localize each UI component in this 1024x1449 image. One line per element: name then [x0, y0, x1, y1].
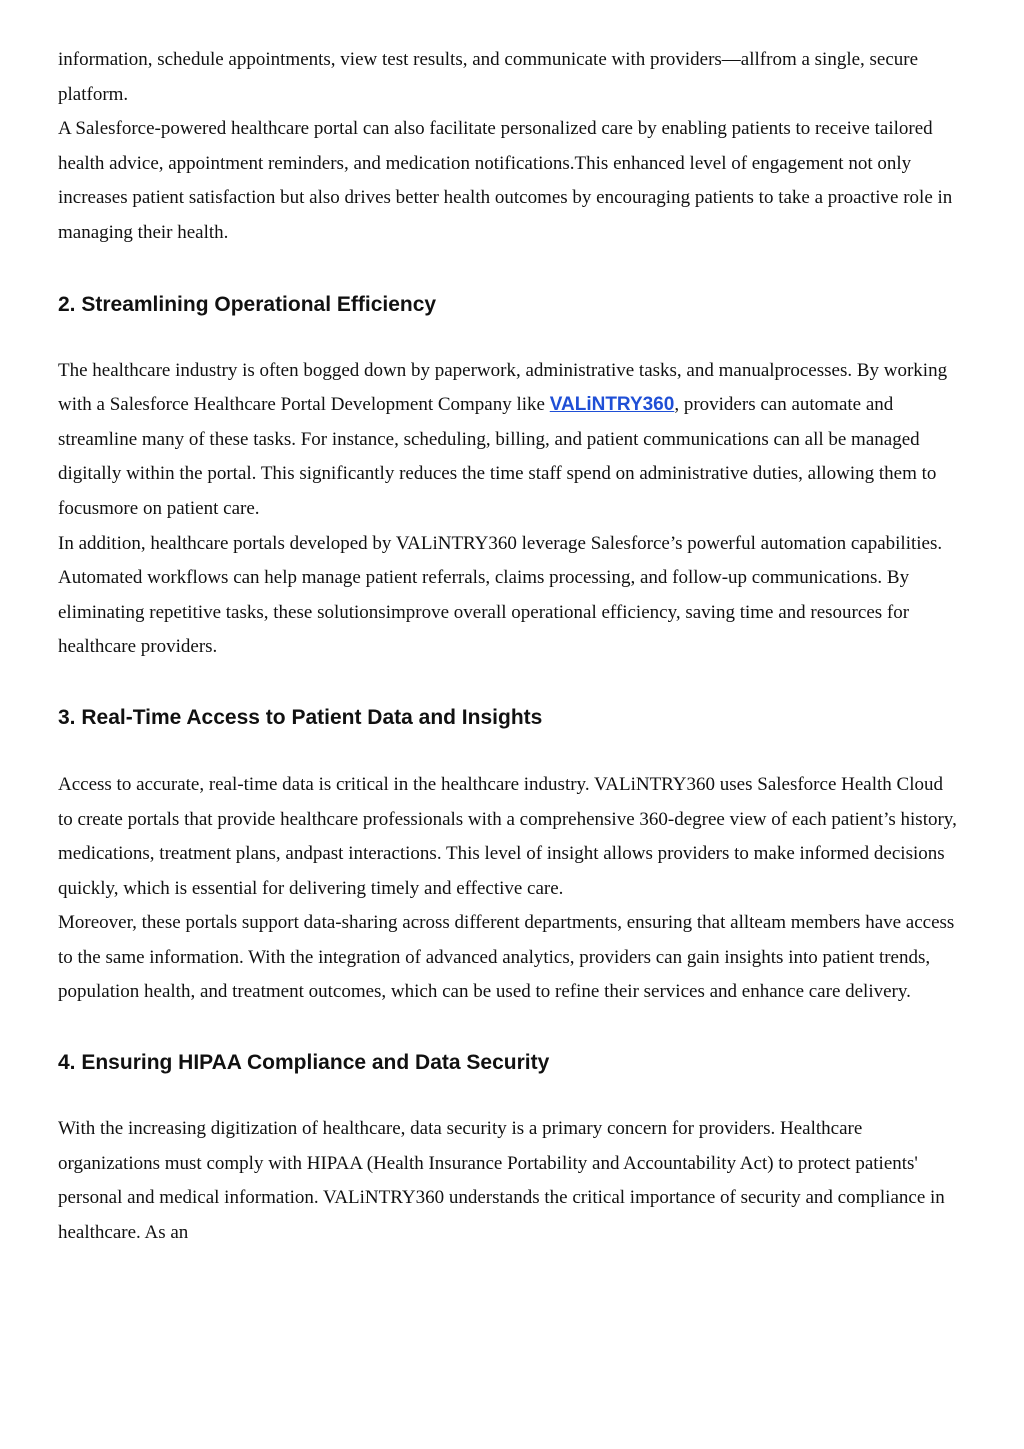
paragraph-text-before-link: The healthcare industry is often bogged down by paperwork, administrative tasks, and manualprocesses. By working with a Salesforce Healthcare Portal Development Company like: [58, 359, 948, 416]
valintry360-link[interactable]: VALiNTRY360: [549, 394, 675, 416]
heading-hipaa-compliance: 4. Ensuring HIPAA Compliance and Data Security: [58, 1051, 550, 1075]
heading-real-time-access: 3. Real-Time Access to Patient Data and Insights: [58, 705, 543, 729]
paragraph-automation-capabilities: In addition, healthcare portals developed by VALiNTRY360 leverage Salesforce’s powerful automation capabilities. Automated workflows can help manage patient referrals, claims processing, and follow-up communications. By eliminating repetitive tasks, these solutionsimprove overall operational efficiency, saving time and resources for healthcare providers.: [58, 532, 943, 658]
document-page: [58, 43, 958, 1250]
heading-operational-efficiency: 2. Streamlining Operational Efficiency: [58, 292, 437, 316]
paragraph-data-sharing: Moreover, these portals support data-sharing across different departments, ensuring that allteam members have access to the same information. With the integration of advanced analytics, providers can gain insights into patient trends, population health, and treatment outcomes, which can be used to refine their services and enhance care delivery.: [58, 912, 955, 1003]
paragraph-text-after-link: , providers can automate and streamline many of these tasks. For instance, scheduling, billing, and patient communications can all be managed digitally within the portal. This significantly reduces the time staff spend on administrative duties, allowing them to focusmore on patient care.: [58, 394, 937, 519]
paragraph-patient-access-continued: information, schedule appointments, view test results, and communicate with providers—allfrom a single, secure platform.: [58, 49, 919, 105]
paragraph-personalized-care: A Salesforce-powered healthcare portal can also facilitate personalized care by enabling patients to receive tailored health advice, appointment reminders, and medication notifications.This enhanced level of engagement not only increases patient satisfaction but also drives better health outcomes by encouraging patients to take a proactive role in managing their health.: [58, 118, 953, 243]
paragraph-data-security: With the increasing digitization of healthcare, data security is a primary concern for providers. Healthcare organizations must comply with HIPAA (Health Insurance Portability and Accountability Act) to protect patients' personal and medical information. VALiNTRY360 understands the critical importance of security and compliance in healthcare. As an: [58, 1118, 945, 1243]
paragraph-health-cloud: Access to accurate, real-time data is critical in the healthcare industry. VALiNTRY360 uses Salesforce Health Cloud to create portals that provide healthcare professionals with a comprehensive 360-degree view of each patient’s history, medications, treatment plans, andpast interactions. This level of insight allows providers to make informed decisions quickly, which is essential for delivering timely and effective care.: [58, 773, 957, 899]
paragraph-paperwork-automation: [58, 354, 958, 527]
